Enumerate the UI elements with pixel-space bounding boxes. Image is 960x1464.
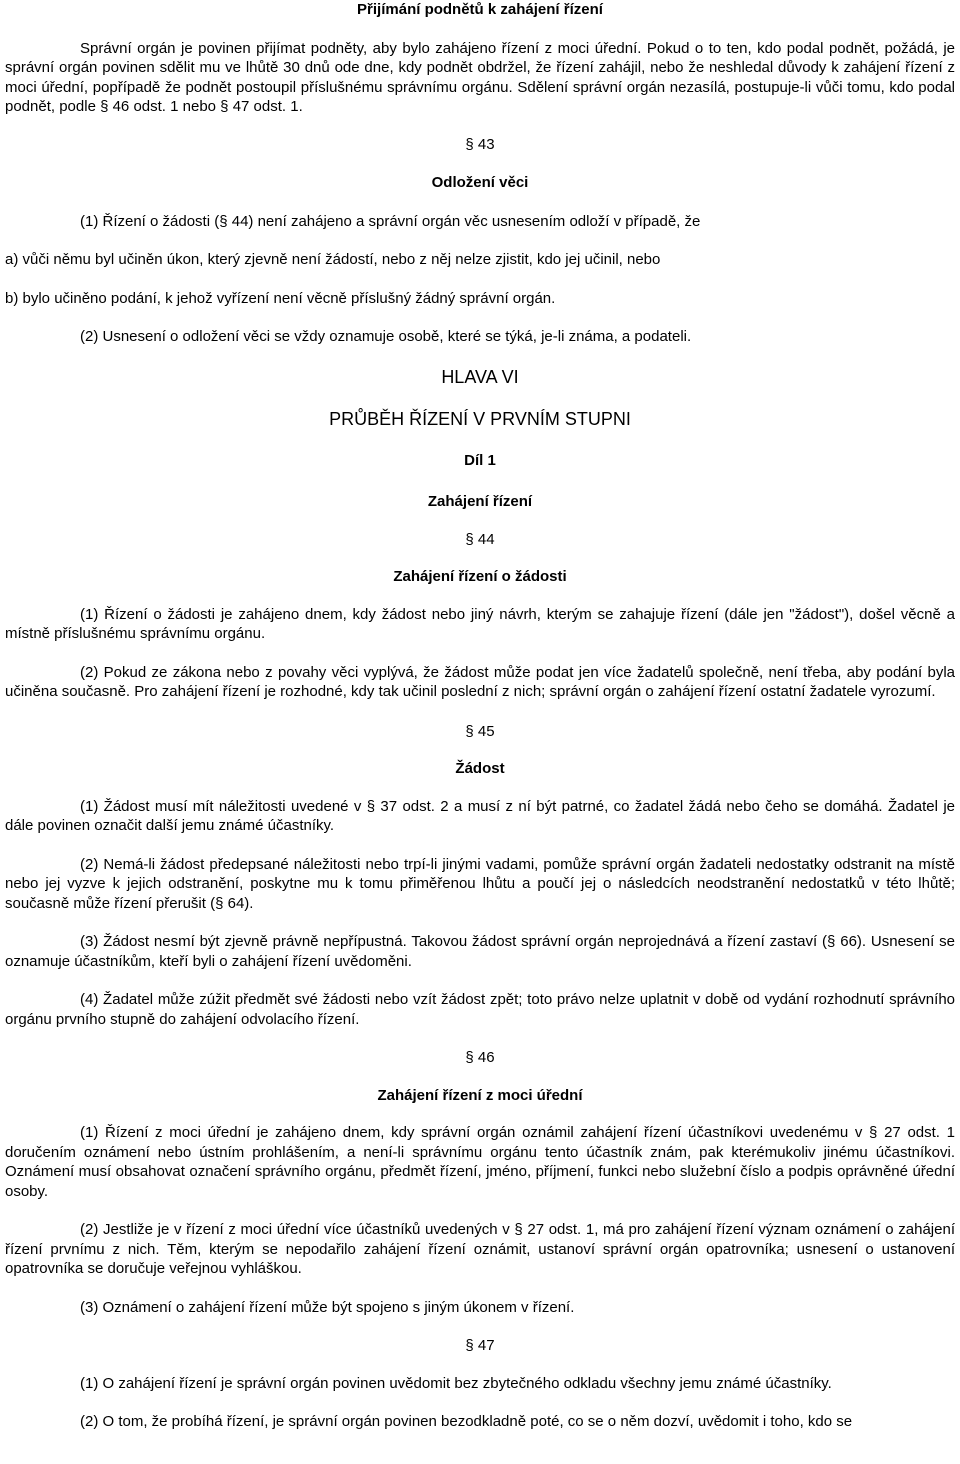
paragraph-44-1: (1) Řízení o žádosti je zahájeno dnem, kdy žádost nebo jiný návrh, kterým se zahajuje řízení (dále jen "žádost"), došel věcně a místně příslušnému správnímu orgánu. [5, 605, 955, 642]
section-heading-46: Zahájení řízení z moci úřední [377, 1086, 583, 1104]
chapter-number: HLAVA VI [441, 366, 519, 387]
paragraph-47-1: (1) O zahájení řízení je správní orgán povinen uvědomit bez zbytečného odkladu všechny jemu známé účastníky. [80, 1374, 832, 1392]
paragraph-43-2: (2) Usnesení o odložení věci se vždy oznamuje osobě, které se týká, je-li známa, a podateli. [80, 328, 692, 345]
paragraph-43-a: a) vůči němu byl učiněn úkon, který zjevně není žádostí, nebo z něj nelze zjistit, kdo jej učinil, nebo [5, 251, 661, 268]
section-number-46: § 46 [465, 1049, 495, 1066]
paragraph-45-4: (4) Žadatel může zúžit předmět své žádosti nebo vzít žádost zpět; toto právo nelze uplatnit v době od vydání rozhodnutí správního orgánu prvního stupně do zahájení odvolacího řízení. [5, 991, 955, 1028]
section-number-45: § 45 [465, 722, 495, 740]
section-number-44: § 44 [465, 530, 495, 548]
section-number-47: § 47 [465, 1337, 495, 1354]
part-number: Díl 1 [464, 451, 496, 469]
document-page [5, 0, 955, 1432]
part-title: Zahájení řízení [427, 493, 533, 510]
paragraph-46-3: (3) Oznámení o zahájení řízení může být spojeno s jiným úkonem v řízení. [80, 1298, 575, 1316]
paragraph-43-1: (1) Řízení o žádosti (§ 44) není zahájeno a správní orgán věc usnesením odloží v případě, že [80, 212, 701, 230]
section-title: Přijímání podnětů k zahájení řízení [357, 1, 603, 18]
section-heading-43: Odložení věci [431, 174, 529, 191]
paragraph-46-2: (2) Jestliže je v řízení z moci úřední více účastníků uvedených v § 27 odst. 1, má pro zahájení řízení význam oznámení o zahájení řízení prvnímu z nich. Těm, kterým se nepodařilo zahájení řízení oznámit, ustanoví správní orgán opatrovníka; usnesení o ustanovení opatrovníka se doručuje veřejnou vyhláškou. [5, 1221, 955, 1277]
paragraph-46-1: (1) Řízení z moci úřední je zahájeno dnem, kdy správní orgán oznámil zahájení řízení účastníkovi uvedenému v § 27 odst. 1 doručením oznámení nebo ústním prohlášením, a není-li správnímu orgánu tento účastník znám, pak kterémukoliv jinému účastníkovi. Oznámení musí obsahovat označení správního orgánu, předmět řízení, jméno, příjmení, funkci nebo služební číslo a podpis oprávněné úřední osoby. [5, 1124, 955, 1200]
paragraph-intro: Správní orgán je povinen přijímat podněty, aby bylo zahájeno řízení z moci úřední. Pokud o to ten, kdo podal podnět, požádá, je správní orgán povinen sdělit mu ve lhůtě 30 dnů ode dne, kdy podnět obdržel, že řízení zahájil, nebo že neshledal důvody k zahájení řízení z moci úřední, popřípadě že podnět postoupil příslušnému správnímu orgánu. Sdělení správní orgán nezasílá, postupuje-li vůči tomu, kdo podal podnět, podle § 46 odst. 1 nebo § 47 odst. 1. [5, 39, 955, 115]
paragraph-45-3: (3) Žádost nesmí být zjevně právně nepřípustná. Takovou žádost správní orgán neprojednává a řízení zastaví (§ 66). Usnesení se oznamuje účastníkům, kteří byli o zahájení řízení uvědoměni. [5, 933, 955, 970]
paragraph-45-2: (2) Nemá-li žádost předepsané náležitosti nebo trpí-li jinými vadami, pomůže správní orgán žadateli nedostatky odstranit na místě nebo jej vyzve k jejich odstranění, poskytne mu k tomu přiměřenou lhůtu a poučí jej o následcích neodstranění nedostatků v této lhůtě; současně může řízení přerušit (§ 64). [5, 855, 955, 912]
paragraph-44-2: (2) Pokud ze zákona nebo z povahy věci vyplývá, že žádost může podat jen více žadatelů společně, není třeba, aby podání byla učiněna současně. Pro zahájení řízení je rozhodné, kdy tak učinil poslední z nich; správní orgán o zahájení řízení ostatní žadatele vyrozumí. [5, 663, 955, 700]
section-heading-45: Žádost [455, 760, 505, 777]
section-heading-44: Zahájení řízení o žádosti [393, 568, 567, 585]
paragraph-47-2: (2) O tom, že probíhá řízení, je správní orgán povinen bezodkladně poté, co se o něm dozví, uvědomit i toho, kdo se [80, 1413, 853, 1430]
section-number-43: § 43 [465, 135, 495, 153]
paragraph-43-b: b) bylo učiněno podání, k jehož vyřízení není věcně příslušný žádný správní orgán. [5, 289, 556, 307]
paragraph-45-1: (1) Žádost musí mít náležitosti uvedené v § 37 odst. 2 a musí z ní být patrné, co žadatel žádá nebo čeho se domáhá. Žadatel je dále povinen označit další jemu známé účastníky. [5, 797, 955, 834]
chapter-title: PRŮBĚH ŘÍZENÍ V PRVNÍM STUPNI [329, 408, 631, 429]
